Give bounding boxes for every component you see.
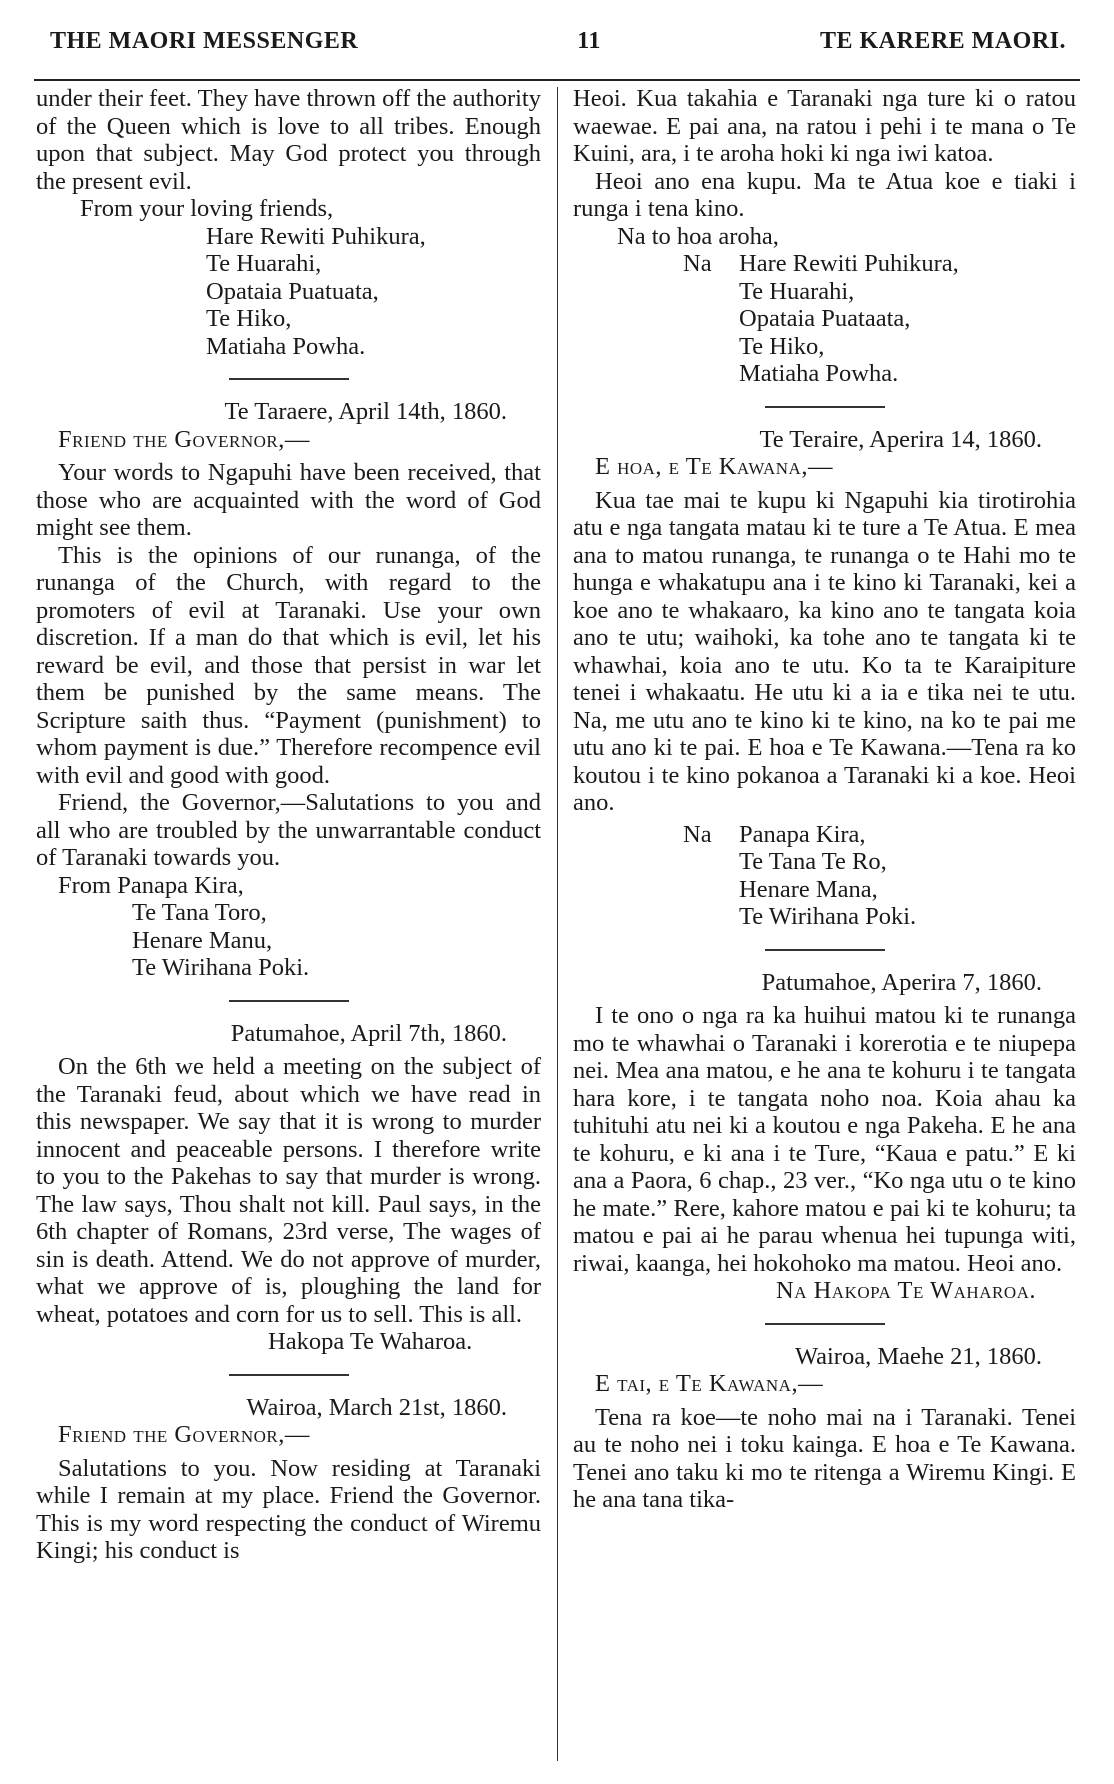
signer-name: Hare Rewiti Puhikura, — [739, 250, 959, 277]
letter-paragraph: Kua tae mai te kupu ki Ngapuhi kia tirotirohia atu e nga tangata matau ki te ture a Te Atua. E mea ana to matou runanga, te runanga o te Hahi mo te hunga e whakatupu ana i te kino ki Taranaki, kei a koe ano te whakaaro, ka kino ano te tangata koia ano te utu; waihoki, ka tohe ano te tangata ki te whawhai, koia ano te utu. Ko ta te Karaipiture tenei i whakaatu. He utu ki a ia e tika nei te utu. Na, me utu ano te kino ki te kino, na ko te pai me utu ano ki te pai. E hoa e Te Kawana.—Tena ra ko koutou i te kino pokanoa a Taranaki ki a koe. Heoi ano. — [573, 486, 1076, 816]
signer-name: Te Hiko, — [739, 332, 825, 360]
section-divider — [765, 949, 885, 951]
letter-dateline: Wairoa, March 21st, 1860. — [246, 1393, 507, 1421]
letter-paragraph: Friend, the Governor,—Salutations to you and all who are troubled by the unwarrantable conduct of Taranaki towards you. — [36, 789, 541, 871]
signer-name: Opataia Puataata, — [739, 305, 911, 332]
section-divider — [229, 1000, 349, 1002]
masthead-english: THE MAORI MESSENGER — [50, 28, 359, 54]
section-divider — [765, 406, 885, 408]
maori-column — [557, 81, 1080, 1761]
section-divider — [765, 1323, 885, 1325]
signer-name: Te Tana Te Ro, — [739, 848, 887, 875]
letter-salutation: E hoa, e Te Kawana,— — [595, 453, 833, 480]
letter-paragraph: Heoi ano ena kupu. Ma te Atua koe e tiaki i runga i tena kino. — [573, 167, 1076, 222]
letter-closing: From Panapa Kira, — [58, 871, 244, 899]
letter-paragraph: On the 6th we held a meeting on the subject of the Taranaki feud, about which we have read in this newspaper. We say that it is wrong to murder innocent and peaceable persons. I therefore write to you to the Pakehas to say that murder is wrong. The law says, Thou shalt not kill. Paul says, in the 6th chapter of Romans, 23rd verse, The wages of sin is death. Attend. We do not approve of murder, what we approve of is, ploughing the land for wheat, potatoes and corn for us to sell. This is all. — [36, 1053, 541, 1328]
two-column-body — [34, 81, 1080, 1761]
signer-name: Hare Rewiti Puhikura, — [206, 222, 426, 250]
section-divider — [229, 1374, 349, 1376]
signer-name: Te Hiko, — [206, 305, 292, 332]
letter-paragraph: Tena ra koe—te noho mai na i Taranaki. Tenei au te noho nei i toku kainga. E hoa e Te Kawana. Tenei ano taku ki mo te ritenga a Wiremu Kingi. E he ana tana tika- — [573, 1403, 1076, 1513]
signer-name: Te Tana Toro, — [132, 899, 267, 926]
signer-name: Matiaha Powha. — [206, 332, 366, 360]
signer-name: Panapa Kira, — [739, 820, 866, 848]
signer-name: Hakopa Te Waharoa. — [268, 1328, 473, 1355]
continued-paragraph: Heoi. Kua takahia e Taranaki nga ture ki o ratou waewae. E pai ana, na ratou i pehi i te mana o Te Kuini, ara, i te aroha hoki ki nga iwi katoa. — [573, 85, 1076, 167]
letter-salutation: Friend the Governor,— — [58, 1421, 310, 1448]
section-divider — [229, 378, 349, 380]
letter-paragraph: Salutations to you. Now residing at Taranaki while I remain at my place. Friend the Governor. This is my word respecting the conduct of Wiremu Kingi; his conduct is — [36, 1454, 541, 1564]
signer-prefix: Na — [683, 250, 712, 277]
letter-dateline: Wairoa, Maehe 21, 1860. — [794, 1342, 1042, 1370]
letter-dateline: Te Teraire, Aperira 14, 1860. — [759, 425, 1042, 453]
signatories — [36, 223, 541, 361]
signer-name: Te Huarahi, — [206, 250, 322, 277]
page-number: 11 — [577, 28, 601, 54]
english-column — [34, 81, 557, 1761]
signer-name: Te Wirihana Poki. — [132, 954, 310, 981]
signer-name: Te Huarahi, — [739, 277, 855, 305]
column-divider — [557, 87, 558, 1761]
letter-dateline: Patumahoe, April 7th, 1860. — [230, 1019, 507, 1047]
signer-name: Te Wirihana Poki. — [739, 903, 917, 930]
letter-dateline: Te Taraere, April 14th, 1860. — [224, 398, 507, 425]
letter-salutation: E tai, e Te Kawana,— — [595, 1370, 824, 1397]
signer-name: Na Hakopa Te Waharoa. — [776, 1277, 1036, 1304]
continued-paragraph: under their feet. They have thrown off the authority of the Queen which is love to all tribes. Enough upon that subject. May God protect you through the present evil. — [36, 85, 541, 195]
signer-name: Henare Manu, — [132, 926, 273, 954]
letter-paragraph: I te ono o nga ra ka huihui matou ki te runanga mo te whawhai o Taranaki i korerotia e te niupepa nei. Mea ana matou, e he ana te kohuru i te tangata hara kore, i te tangata noho noa. Koia ahau ka tuhituhi atu nei ki a koutou e nga Pakeha. E he ana te kohuru, e ki ana i te Ture, “Kaua e patu.” E ki ana a Paora, 6 chap., 23 ver., “Ko nga utu o te kino he mate.” Rere, kahore matou e pai ki te kohuru; ta matou e pai ai he parau whenua hei tupunga witi, riwai, kaanga, hei hokohoko ma matou. Heoi ano. — [573, 1002, 1076, 1277]
signer-name: Matiaha Powha. — [739, 360, 899, 387]
signatories — [36, 899, 541, 982]
letter-closing: Na to hoa aroha, — [617, 222, 779, 250]
signatories — [573, 821, 1076, 931]
running-head — [34, 28, 1080, 55]
letter-salutation: Friend the Governor,— — [58, 425, 310, 453]
signer-name: Opataia Puatuata, — [206, 277, 379, 305]
signer-name: Henare Mana, — [739, 875, 878, 903]
letter-paragraph: Your words to Ngapuhi have been received, that those who are acquainted with the word of God might see them. — [36, 459, 541, 541]
signatories — [573, 250, 1076, 388]
letter-dateline: Patumahoe, Aperira 7, 1860. — [761, 968, 1042, 996]
masthead-maori: TE KARERE MAORI. — [819, 28, 1066, 54]
letter-closing: From your loving friends, — [80, 195, 334, 222]
signer-prefix: Na — [683, 820, 712, 848]
letter-paragraph: This is the opinions of our runanga, of the runanga of the Church, with regard to the promoters of evil at Taranaki. Use your own discretion. If a man do that which is evil, let his reward be evil, and those that persist in war let them be punished by the same means. The Scripture saith thus. “Payment (punishment) to whom payment is due.” Therefore recompence evil with evil and good with good. — [36, 541, 541, 789]
